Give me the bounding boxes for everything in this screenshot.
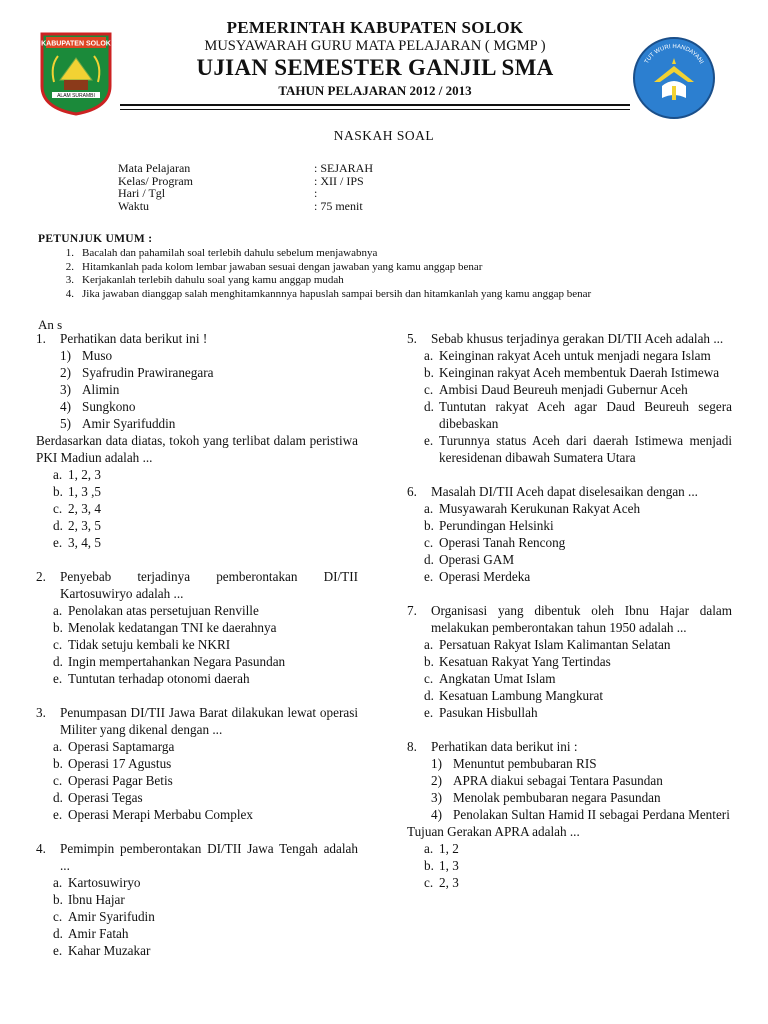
data-item-number: 4) [431,807,442,822]
question-text: Perhatikan data berikut ini ! [60,331,208,346]
option-letter: e. [53,943,63,958]
option-letter: d. [424,399,434,414]
data-item [36,415,358,432]
option-letter: b. [424,858,434,873]
question-text: Masalah DI/TII Aceh dapat diselesaikan dengan ... [431,484,698,499]
answer-option [36,806,358,823]
question-1 [36,330,358,551]
option-text: Operasi Merapi Merbabu Complex [68,807,253,822]
option-text: Operasi GAM [439,552,515,567]
option-letter: e. [424,705,434,720]
info-label: Hari / Tgl [118,186,166,200]
option-text: 1, 2, 3 [68,467,101,482]
instruction-number: 2. [65,260,74,273]
option-text: Ingin mempertahankan Negara Pasundan [68,654,286,669]
question-followup: Berdasarkan data diatas, tokoh yang terlibat dalam peristiwa PKI Madiun adalah ... [36,433,358,465]
option-letter: c. [424,535,434,550]
option-text: Ambisi Daud Beureuh menjadi Gubernur Aceh [439,382,688,397]
question-6 [407,483,732,585]
option-text: 3, 4, 5 [68,535,101,550]
option-text: Operasi 17 Agustus [68,756,172,771]
info-value: : 75 menit [314,198,363,213]
option-text: 2, 3, 5 [68,518,101,533]
instruction-text: Bacalah dan pahamilah soal terlebih dahulu sebelum menjawabnya [82,247,378,259]
option-text: Operasi Saptamarga [68,739,175,754]
answer-option [36,636,358,653]
answer-option [36,670,358,687]
data-item-number: 1) [431,756,442,771]
option-letter: d. [424,688,434,703]
instruction-number: 4. [65,287,74,300]
question-number: 2. [36,569,46,584]
question-followup: Tujuan Gerakan APRA adalah ... [407,824,580,839]
answer-option [407,432,732,466]
question-text: Organisasi yang dibentuk oleh Ibnu Hajar dalam melakukan pemberontakan tahun 1950 adalah ... [431,603,732,635]
option-letter: b. [424,654,434,669]
answer-option [407,687,732,704]
data-item-text: Muso [82,348,113,363]
header-line-academic-year: TAHUN PELAJARAN 2012 / 2013 [278,83,472,98]
answer-option [407,347,732,364]
question-stem [36,840,358,874]
option-letter: d. [53,654,63,669]
option-letter: d. [53,518,63,533]
answer-option [36,874,358,891]
answer-option [407,857,732,874]
answer-option [36,517,358,534]
option-text: 1, 3 [439,858,459,873]
answer-option [36,653,358,670]
instruction-text: Jika jawaban dianggap salah menghitamkannnya hapuslah sampai bersih dan hitamkanlah yang kamu anggap benar [82,287,592,300]
option-letter: c. [424,382,434,397]
data-item [36,347,358,364]
option-text: Pasukan Hisbullah [439,705,538,720]
option-text: Musyawarah Kerukunan Rakyat Aceh [439,501,641,516]
option-letter: c. [53,773,63,788]
header-line-exam-title: UJIAN SEMESTER GANJIL SMA [196,55,554,80]
question-5 [407,330,732,466]
data-item-number: 4) [60,399,71,414]
header-divider-thin [120,109,630,110]
info-value: : SEJARAH [314,161,374,175]
option-letter: d. [53,926,63,941]
data-item-number: 2) [431,773,442,788]
data-item-text: Amir Syarifuddin [82,416,176,431]
question-text: Penumpasan DI/TII Jawa Barat dilakukan lewat operasi Militer yang dikenal dengan ... [60,705,358,737]
question-text: Sebab khusus terjadinya gerakan DI/TII Aceh adalah ... [431,331,724,346]
option-text: Angkatan Umat Islam [439,671,556,686]
option-letter: c. [424,671,434,686]
data-item-number: 5) [60,416,71,431]
option-text: Keinginan rakyat Aceh membentuk Daerah Istimewa [439,365,720,380]
question-stem [36,704,358,738]
answer-option [36,483,358,500]
letterhead [0,14,768,114]
answer-option [36,891,358,908]
option-letter: b. [53,484,63,499]
question-stem [36,330,358,347]
option-text: Tuntutan terhadap otonomi daerah [68,671,250,686]
option-letter: e. [424,433,434,448]
option-text: Amir Syarifudin [68,909,155,924]
question-number: 3. [36,705,46,720]
option-text: Menolak kedatangan TNI ke daerahnya [68,620,277,635]
question-number: 5. [407,331,417,346]
kabupaten-solok-logo-icon [38,30,114,116]
answer-option [407,381,732,398]
option-text: 2, 3, 4 [68,501,101,516]
data-item-text: Sungkono [82,399,136,414]
data-item-number: 1) [60,348,71,363]
answer-option [36,619,358,636]
data-item-number: 3) [60,382,71,397]
option-letter: a. [53,875,63,890]
question-7 [407,602,732,721]
header-divider-thick [120,104,630,106]
option-text: Operasi Tanah Rencong [439,535,566,550]
option-text: Tidak setuju kembali ke NKRI [68,637,231,652]
option-letter: d. [53,790,63,805]
header-line-mgmp: MUSYAWARAH GURU MATA PELAJARAN ( MGMP ) [204,38,546,54]
answer-option [407,551,732,568]
option-letter: a. [53,603,63,618]
option-letter: b. [424,518,434,533]
answer-option [36,534,358,551]
option-text: Keinginan rakyat Aceh untuk menjadi negara Islam [439,348,711,363]
data-item [36,364,358,381]
question-3 [36,704,358,823]
option-letter: c. [424,875,434,890]
answer-option [36,789,358,806]
option-letter: c. [53,909,63,924]
svg-text:ALAM SURAMBI: ALAM SURAMBI [57,93,95,99]
question-stem [407,483,732,500]
answer-option [407,568,732,585]
answer-option [407,840,732,857]
option-letter: d. [424,552,434,567]
question-text: Pemimpin pemberontakan DI/TII Jawa Tengah adalah ... [60,841,358,873]
answer-option [407,517,732,534]
instructions-title: PETUNJUK UMUM : [38,233,153,245]
data-item-text: Menuntut pembubaran RIS [453,756,597,771]
answer-option [36,466,358,483]
option-letter: a. [53,467,63,482]
answer-option [407,874,732,891]
instruction-number: 1. [65,247,74,259]
data-item-text: Alimin [82,382,120,397]
option-text: Amir Fatah [68,926,129,941]
info-value: : [314,186,318,200]
question-number: 8. [407,739,417,754]
tut-wuri-handayani-logo-icon [632,36,716,120]
answer-option [407,398,732,432]
answer-option [407,500,732,517]
question-number: 6. [407,484,417,499]
data-item-text: Syafrudin Prawiranegara [82,365,214,380]
option-text: Perundingan Helsinki [439,518,554,533]
question-number: 4. [36,841,46,856]
info-label: Mata Pelajaran [118,161,191,175]
option-letter: b. [53,892,63,907]
data-item-number: 3) [431,790,442,805]
option-text: Operasi Tegas [68,790,143,805]
option-letter: c. [53,501,63,516]
answer-option [407,704,732,721]
question-8 [407,738,732,891]
option-text: Kahar Muzakar [68,943,151,958]
question-4 [36,840,358,959]
option-letter: e. [424,569,434,584]
answer-option [407,534,732,551]
option-text: Penolakan atas persetujuan Renville [68,603,259,618]
option-letter: e. [53,807,63,822]
instruction-text: Kerjakanlah terlebih dahulu soal yang kamu anggap mudah [82,274,344,286]
option-text: Persatuan Rakyat Islam Kalimantan Selatan [439,637,671,652]
questions-right-column [407,330,732,891]
option-text: Tuntutan rakyat Aceh agar Daud Beureuh segera dibebaskan [439,399,732,431]
answer-option [36,942,358,959]
question-number: 7. [407,603,417,618]
data-item [36,381,358,398]
question-stem [407,738,732,755]
answer-option [36,602,358,619]
data-item-text: APRA diakui sebagai Tentara Pasundan [453,773,663,788]
option-letter: a. [53,739,63,754]
option-letter: b. [53,756,63,771]
info-value: : XII / IPS [314,173,364,188]
instruction-text: Hitamkanlah pada kolom lembar jawaban sesuai dengan jawaban yang kamu anggap benar [82,260,483,273]
option-letter: a. [424,637,434,652]
data-item [36,398,358,415]
data-item [407,806,732,823]
answer-option [407,636,732,653]
option-letter: e. [53,535,63,550]
questions-left-column [36,330,358,959]
data-item-number: 2) [60,365,71,380]
answer-option [36,738,358,755]
question-text: Perhatikan data berikut ini : [431,739,578,754]
data-item [407,772,732,789]
option-text: Kesatuan Rakyat Yang Tertindas [439,654,611,669]
option-text: Operasi Merdeka [439,569,531,584]
option-letter: a. [424,501,434,516]
option-letter: a. [424,348,434,363]
answer-option [36,925,358,942]
question-2 [36,568,358,687]
option-text: Turunnya status Aceh dari daerah Istimewa menjadi keresidenan dibawah Sumatera Utara [439,433,732,465]
option-text: 1, 2 [439,841,459,856]
answer-option [407,653,732,670]
answer-option [36,908,358,925]
instruction-number: 3. [65,274,74,286]
option-letter: b. [53,620,63,635]
svg-text:TUT WURI HANDAYANI: TUT WURI HANDAYANI [643,43,705,66]
option-letter: c. [53,637,63,652]
answer-option [407,670,732,687]
option-text: 1, 3 ,5 [68,484,101,499]
option-text: Kartosuwiryo [68,875,141,890]
info-label: Waktu [118,198,150,213]
option-text: Operasi Pagar Betis [68,773,173,788]
option-text: Kesatuan Lambung Mangkurat [439,688,604,703]
question-stem [407,602,732,636]
answer-option [36,755,358,772]
data-item [407,789,732,806]
option-letter: a. [424,841,434,856]
document-title: NASKAH SOAL [333,128,435,143]
question-stem [407,330,732,347]
data-item [407,755,732,772]
data-item-text: Penolakan Sultan Hamid II sebagai Perdana Menteri [453,807,730,822]
option-text: 2, 3 [439,875,459,890]
option-letter: b. [424,365,434,380]
svg-text:KABUPATEN SOLOK: KABUPATEN SOLOK [41,40,111,48]
data-item-text: Menolak pembubaran negara Pasundan [453,790,661,805]
answer-option [36,500,358,517]
answer-option [36,772,358,789]
info-label: Kelas/ Program [118,173,193,188]
ans-label: An s [38,317,63,332]
option-letter: e. [53,671,63,686]
question-text: Penyebab terjadinya pemberontakan DI/TII Kartosuwiryo adalah ... [60,569,358,601]
header-line-government: PEMERINTAH KABUPATEN SOLOK [226,18,524,37]
option-text: Ibnu Hajar [68,892,125,907]
answer-option [407,364,732,381]
question-number: 1. [36,331,46,346]
question-stem [36,568,358,602]
